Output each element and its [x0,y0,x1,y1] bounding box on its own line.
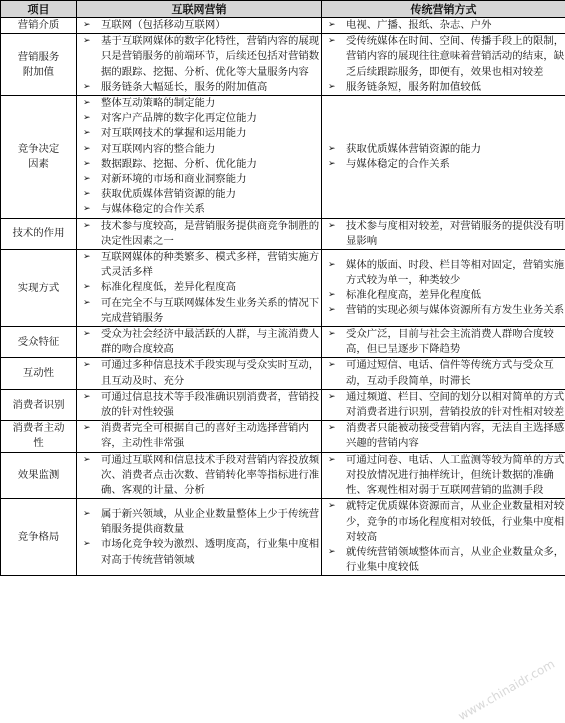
watermark: www.chinaidr.com [455,656,558,723]
bullet-text: 就传统营销领域整体而言，从业企业数量众多，行业集中度较低 [346,545,565,574]
header-traditional-marketing: 传统营销方式 [322,1,565,18]
bullet-item [77,187,321,202]
row-item-label [1,452,77,499]
arrow-bullet-icon: ➢ [83,36,91,47]
item-label-line: 受众特征 [17,335,60,348]
row-item-label [1,96,77,219]
bullet-text: 受众为社会经济中最活跃的人群，与主流消费人群的吻合度较高 [101,328,320,356]
bullet-item [77,157,321,172]
item-label-line: 互动性 [22,367,55,380]
item-label-line: 竞争决定 [17,142,60,155]
table-row [1,34,565,96]
header-item: 项目 [1,1,77,18]
internet-bullet-list [77,327,321,357]
internet-cell [77,358,322,389]
table-row [1,421,565,452]
traditional-cell [322,250,565,327]
item-label-line: 附加值 [22,65,55,78]
arrow-bullet-icon: ➢ [83,98,91,109]
bullet-item [322,258,565,288]
row-item-label [1,218,77,249]
bullet-text: 技术参与度相对较差，对营销服务的提供没有明显影响 [346,219,565,247]
bullet-text: 可通过信息技术等手段准确识别消费者，营销投放的针对性较强 [101,390,320,419]
internet-cell [77,389,322,420]
traditional-bullet-list [322,34,565,95]
arrow-bullet-icon: ➢ [83,282,91,293]
arrow-bullet-icon: ➢ [83,143,91,154]
bullet-item [77,202,321,217]
bullet-item [322,303,565,318]
bullet-text: 可通过互联网和信息技术手段对营销内容投放频次、消费者点击次数、营销转化率等指标进行准确、客观的计量、分析 [101,453,320,497]
row-item-label [1,421,77,452]
table-row [1,389,565,420]
row-item-label [1,358,77,389]
bullet-text: 技术参与度较高，是营销服务提供商竞争制胜的决定性因素之一 [101,219,320,247]
bullet-text: 通过频道、栏目、空间的划分以相对简单的方式对消费者进行识别，营销投放的针对性相对较差 [346,390,565,419]
arrow-bullet-icon: ➢ [83,174,91,185]
bullet-item [322,80,565,95]
arrow-bullet-icon: ➢ [328,329,336,340]
bullet-item [322,18,565,33]
internet-bullet-list [77,219,321,249]
bullet-text: 电视、广播、报纸、杂志、户外 [346,19,492,31]
arrow-bullet-icon: ➢ [83,189,91,200]
traditional-cell [322,452,565,499]
arrow-bullet-icon: ➢ [328,20,336,30]
internet-bullet-list [77,358,321,388]
table-body [1,18,565,576]
table-row [1,250,565,327]
arrow-bullet-icon: ➢ [83,423,91,434]
bullet-item [322,545,565,575]
bullet-item [77,453,321,499]
bullet-text: 与媒体稳定的合作关系 [346,157,450,170]
arrow-bullet-icon: ➢ [328,501,336,512]
item-label-line: 实现方式 [17,281,60,294]
header-internet-marketing: 互联网营销 [77,1,322,18]
traditional-cell [322,34,565,96]
bullet-text: 对客户产品牌的数字化再定位能力 [101,112,257,125]
internet-bullet-list [77,421,321,451]
bullet-item [322,327,565,357]
internet-cell [77,96,322,219]
traditional-bullet-list [322,219,565,249]
arrow-bullet-icon: ➢ [328,158,336,169]
bullet-item [77,18,321,33]
bullet-text: 标准化程度低，差异化程度高 [101,281,237,294]
internet-bullet-list [77,250,321,326]
item-label-line: 因素 [28,157,49,170]
internet-cell [77,34,322,96]
item-label-line: 营销介质 [17,19,60,32]
bullet-text: 服务链条大幅延长，服务的附加值高 [101,80,268,93]
bullet-text: 可通过短信、电话、信件等传统方式与受众互动，互动手段简单，时滞长 [346,359,554,387]
arrow-bullet-icon: ➢ [328,143,336,154]
internet-cell [77,499,322,576]
bullet-text: 数据跟踪、挖掘、分析、优化能力 [101,157,257,170]
bullet-item [77,358,321,388]
bullet-text: 营销的实现必须与媒体资源所有方发生业务关系 [346,304,565,317]
bullet-item [322,358,565,388]
bullet-item [77,80,321,95]
bullet-text: 属于新兴领域，从业企业数量整体上少于传统营销服务提供商数量 [101,507,320,536]
bullet-item [77,111,321,126]
traditional-bullet-list [322,421,565,451]
traditional-cell [322,218,565,249]
traditional-cell [322,389,565,420]
bullet-item [322,390,565,420]
bullet-text: 就特定优质媒体资源而言，从业企业数量相对较少，竞争的市场化程度相对较低，行业集中度相对较高 [346,500,565,543]
arrow-bullet-icon: ➢ [328,546,336,557]
bullet-item [322,421,565,451]
bullet-item [77,421,321,451]
arrow-bullet-icon: ➢ [83,158,91,169]
traditional-bullet-list [322,327,565,357]
bullet-item [77,507,321,537]
arrow-bullet-icon: ➢ [328,220,336,231]
arrow-bullet-icon: ➢ [83,20,91,30]
bullet-text: 可在完全不与互联网媒体发生业务关系的情况下完成营销服务 [101,296,320,324]
bullet-item [322,288,565,303]
bullet-text: 媒体的版面、时段、栏目等相对固定，营销实施方式较为单一，种类较少 [346,258,565,286]
bullet-text: 整体互动策略的制定能力 [101,97,216,110]
item-label-line: 消费者主动 [12,422,65,435]
arrow-bullet-icon: ➢ [328,81,336,92]
bullet-text: 对互联网内容的整合能力 [101,142,216,155]
arrow-bullet-icon: ➢ [328,305,336,316]
arrow-bullet-icon: ➢ [328,423,336,434]
table-row [1,327,565,358]
internet-bullet-list [77,18,321,33]
item-label-line: 消费者识别 [12,398,65,411]
bullet-text: 获取优质媒体营销资源的能力 [346,142,482,155]
internet-cell [77,250,322,327]
internet-bullet-list [77,453,321,499]
bullet-text: 消费者完全可根据自己的喜好主动选择营销内容，主动性非常强 [101,422,309,450]
arrow-bullet-icon: ➢ [83,204,91,215]
item-label-line: 营销服务 [17,50,60,63]
arrow-bullet-icon: ➢ [328,391,336,402]
arrow-bullet-icon: ➢ [328,454,336,465]
header-row [1,1,565,18]
internet-bullet-list [77,390,321,420]
table-row [1,18,565,34]
arrow-bullet-icon: ➢ [83,113,91,124]
item-label-line: 技术的作用 [12,227,65,240]
arrow-bullet-icon: ➢ [328,36,336,47]
traditional-cell [322,96,565,219]
bullet-item [322,142,565,157]
arrow-bullet-icon: ➢ [83,508,91,519]
internet-cell [77,452,322,499]
arrow-bullet-icon: ➢ [83,391,91,402]
arrow-bullet-icon: ➢ [83,329,91,340]
arrow-bullet-icon: ➢ [83,539,91,550]
internet-bullet-list [77,96,321,218]
row-item-label [1,499,77,576]
table-row [1,499,565,576]
table-row [1,452,565,499]
table-row [1,218,565,249]
bullet-text: 消费者只能被动接受营销内容，无法自主选择感兴趣的营销内容 [346,422,565,450]
arrow-bullet-icon: ➢ [83,454,91,465]
bullet-item [77,280,321,295]
bullet-text: 对互联网技术的掌握和运用能力 [101,127,247,140]
internet-cell [77,327,322,358]
bullet-item [322,499,565,545]
item-label-line: 性 [33,437,44,450]
bullet-text: 基于互联网媒体的数字化特性，营销内容的展现只是营销服务的前端环节，后续还包括对营销数据的跟踪、挖掘、分析、优化等大量服务内容 [101,35,320,78]
arrow-bullet-icon: ➢ [328,259,336,270]
row-item-label [1,327,77,358]
traditional-bullet-list [322,142,565,172]
arrow-bullet-icon: ➢ [83,297,91,308]
internet-bullet-list [77,507,321,568]
traditional-bullet-list [322,390,565,420]
arrow-bullet-icon: ➢ [83,81,91,92]
bullet-text: 互联网（包括移动互联网） [101,19,226,31]
traditional-cell [322,327,565,358]
bullet-item [77,142,321,157]
internet-bullet-list [77,34,321,95]
arrow-bullet-icon: ➢ [328,360,336,371]
bullet-item [77,219,321,249]
item-label-line: 竞争格局 [17,530,60,543]
bullet-item [77,126,321,141]
traditional-cell [322,421,565,452]
bullet-item [322,453,565,499]
arrow-bullet-icon: ➢ [328,290,336,301]
bullet-text: 互联网媒体的种类繁多、模式多样，营销实施方式灵活多样 [101,251,320,279]
traditional-cell [322,358,565,389]
bullet-item [77,172,321,187]
arrow-bullet-icon: ➢ [83,252,91,263]
bullet-item [322,34,565,80]
bullet-item [77,96,321,111]
bullet-item [77,250,321,280]
row-item-label [1,250,77,327]
bullet-text: 对新环境的市场和商业洞察能力 [101,173,247,186]
bullet-item [77,34,321,80]
bullet-text: 市场化竞争较为激烈、透明度高，行业集中度相对高于传统营销领域 [101,538,320,566]
traditional-bullet-list [322,258,565,319]
bullet-text: 可通过问卷、电话、人工监测等较为简单的方式对投放情况进行抽样统计，但统计数据的准确性、客观性相对弱于互联网营销的监测手段 [346,453,565,497]
bullet-item [322,157,565,172]
table-row [1,96,565,219]
row-item-label [1,389,77,420]
arrow-bullet-icon: ➢ [83,360,91,371]
bullet-text: 与媒体稳定的合作关系 [101,203,205,216]
traditional-bullet-list [322,453,565,499]
bullet-text: 获取优质媒体营销资源的能力 [101,188,237,201]
row-item-label [1,18,77,34]
internet-cell [77,18,322,34]
bullet-item [77,390,321,420]
bullet-item [322,219,565,249]
bullet-text: 受传统媒体在时间、空间、传播手段上的限制，营销内容的展现往往意味着营销活动的结束，缺乏后续跟踪服务，即便有，效果也相对较差 [346,35,565,78]
bullet-item [77,327,321,357]
traditional-bullet-list [322,499,565,575]
bullet-text: 可通过多种信息技术手段实现与受众实时互动，且互动及时、充分 [101,359,320,387]
traditional-bullet-list [322,358,565,388]
table-row [1,358,565,389]
bullet-text: 标准化程度高，差异化程度低 [346,289,482,302]
bullet-text: 服务链条短，服务附加值较低 [346,80,482,93]
arrow-bullet-icon: ➢ [83,128,91,139]
bullet-text: 受众广泛，目前与社会主流消费人群吻合度较高，但已呈逐步下降趋势 [346,328,554,356]
internet-cell [77,218,322,249]
traditional-cell [322,499,565,576]
traditional-bullet-list [322,18,565,33]
bullet-item [77,296,321,326]
item-label-line: 效果监测 [17,468,60,481]
arrow-bullet-icon: ➢ [83,220,91,231]
traditional-cell [322,18,565,34]
internet-cell [77,421,322,452]
bullet-item [77,537,321,567]
row-item-label [1,34,77,96]
